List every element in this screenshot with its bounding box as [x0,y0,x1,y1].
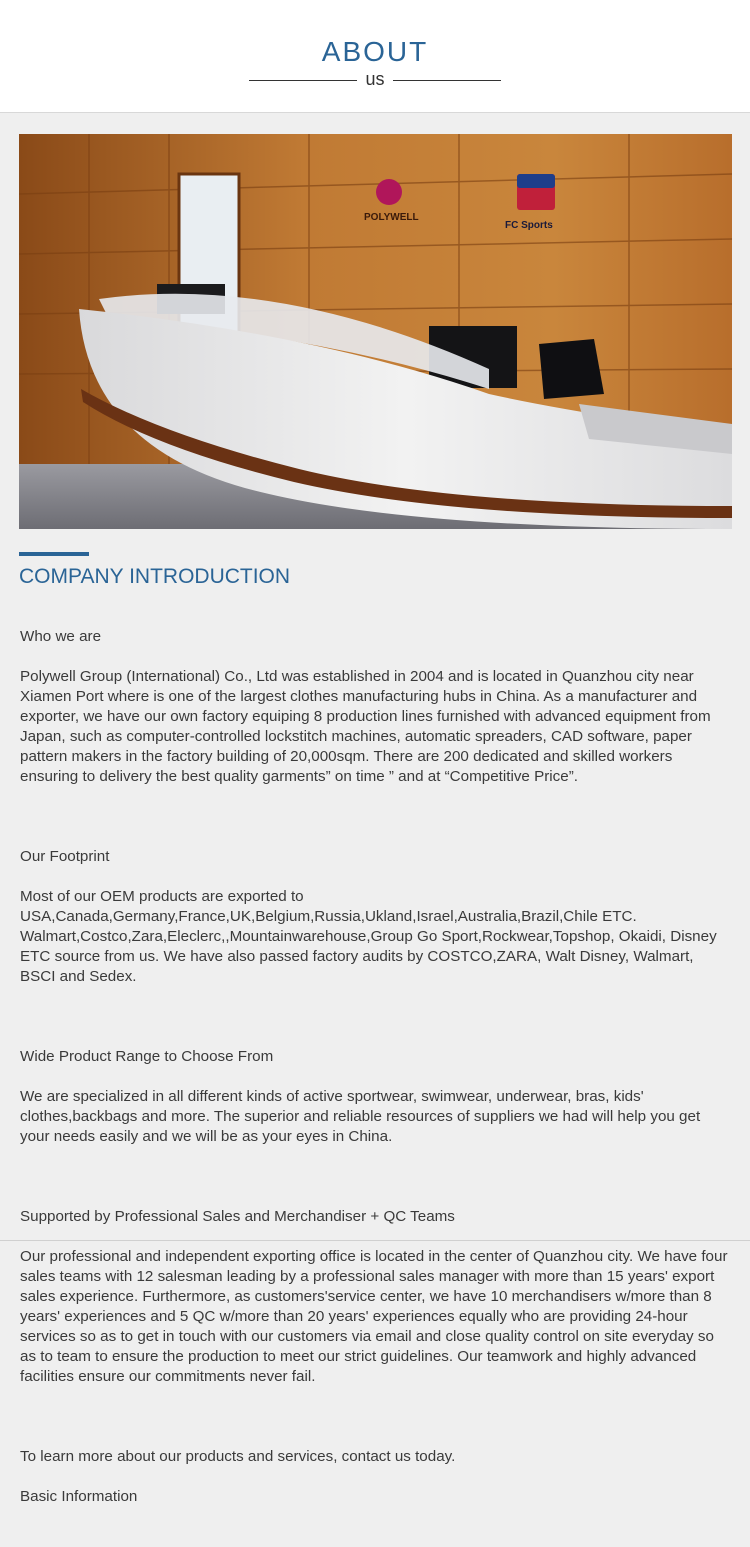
office-reception-photo [19,134,732,529]
paragraph-our-footprint [20,827,732,1007]
page-title: ABOUT [321,36,429,67]
paragraph-heading: Supported by Professional Sales and Merchandiser + QC Teams [20,1208,455,1225]
paragraph-heading: To learn more about our products and services, contact us today. [20,1448,456,1465]
paragraph-product-range [20,1027,732,1167]
paragraph-body: Polywell Group (International) Co., Ltd was established in 2004 and is located in Quanzhou city near Xiamen Port where is one of the largest clothes manufacturing hubs in China. As a manufacturer and exporter, we have our own factory equiping 8 production lines furnished with advanced equipment from Japan, such as computer-controlled lockstitch machines, automatic spreaders, CAD software, paper pattern makers in the factory building of 20,000sqm. There are 200 dedicated and skilled workers ensuring to delivery the best quality garments” on time ” and at “Competitive Price”. [20,668,711,785]
page-subtitle: us [365,69,385,89]
paragraph-heading: Our Footprint [20,848,110,865]
section-accent-bar [19,552,89,556]
bottom-divider [0,1240,750,1241]
paragraph-body: We are specialized in all different kinds of active sportwear, swimwear, underwear, bras, kids' clothes,backbags and more. The superior and reliable resources of suppliers we had will help you get your needs easily and we will be as your eyes in China. [20,1088,701,1145]
paragraph-body: Basic Information [20,1488,138,1505]
paragraph-heading: Who we are [20,628,102,645]
paragraph-contact [20,1427,732,1527]
company-introduction-text [20,607,732,1547]
page-header [0,0,750,113]
paragraph-body: Our professional and independent exporting office is located in the center of Quanzhou city. We have four sales teams with 12 salesman leading by a professional sales manager with more than 15 years' export sales experience. Furthermore, as customers'service center, we have 10 merchandisers w/more than 8 years' experiences and 5 QC w/more than 20 years' experiences equally who are providing 24-hour services so as to get in touch with our customers via email and close quality control on site everyday so as to team to ensure the production to meet our strict guidelines. Our teamwork and highly advanced facilities ensure our commitments never fail. [20,1248,728,1385]
paragraph-body: Most of our OEM products are exported to USA,Canada,Germany,France,UK,Belgium,Russia,Ukland,Israel,Australia,Brazil,Chile ETC. Walmart,Costco,Zara,Eleclerc,,Mountainwarehouse,Group Go Sport,Rockwear,Topshop, Okaidi, Disney ETC source from us. We have also passed factory audits by COSTCO,ZARA, Walt Disney, Walmart, BSCI and Sedex. [20,888,717,985]
paragraph-who-we-are [20,607,732,807]
section-title: COMPANY INTRODUCTION [19,565,291,588]
divider-right [393,80,501,81]
paragraph-sales-teams [20,1187,732,1407]
photo-sign-fc-sports: FC Sports [505,220,553,231]
photo-sign-polywell: POLYWELL [364,212,419,223]
paragraph-heading: Wide Product Range to Choose From [20,1048,274,1065]
subtitle-row [249,69,501,93]
